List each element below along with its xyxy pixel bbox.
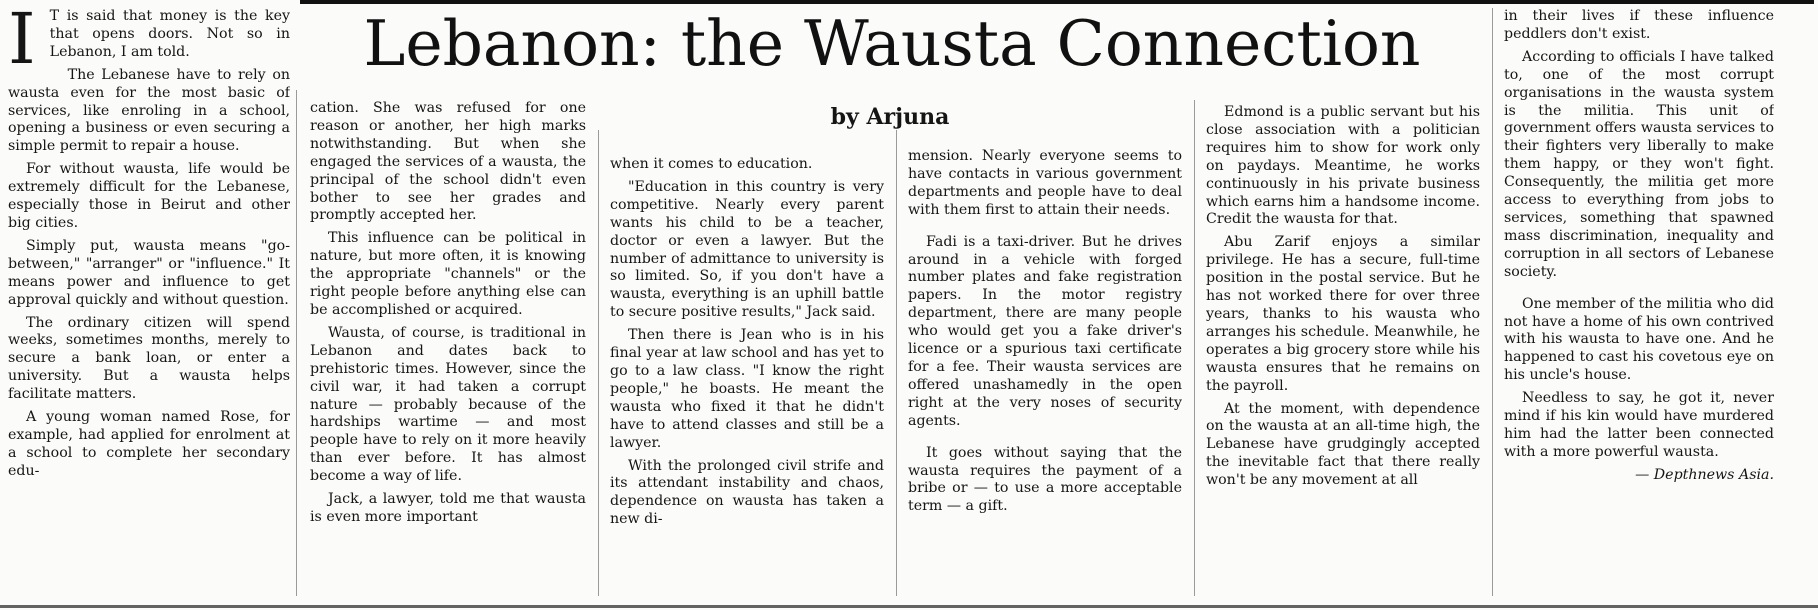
- article-column-2: [310, 100, 586, 602]
- paragraph: Edmond is a public servant but his close association with a politician requires him to show for work only on paydays. Meantime, he works continuously in his private business which earns him a handsome income. Credit the wausta for that.: [1206, 104, 1480, 228]
- paragraph: cation. She was refused for one reason or another, her high marks notwithstanding. But when she engaged the services of a wausta, the principal of the school didn't even bother to see her grades and promptly accepted her.: [310, 100, 586, 224]
- paragraph: A young woman named Rose, for example, had applied for enrolment at a school to complete her secondary edu-: [8, 409, 290, 479]
- paragraph: At the moment, with dependence on the wausta at an all-time high, the Lebanese have grudgingly accepted the inevitable fact that there really won't be any movement at all: [1206, 400, 1480, 489]
- drop-cap: I: [8, 8, 36, 80]
- article-column-1: [8, 8, 290, 602]
- paragraph: when it comes to education.: [610, 156, 813, 172]
- paragraph: Needless to say, he got it, never mind if his kin would have murdered him had the latter been connected with a more powerful wausta.: [1504, 390, 1774, 460]
- paragraph: in their lives if these influence peddlers don't exist.: [1504, 8, 1774, 42]
- paragraph: "Education in this country is very competitive. Nearly every parent wants his child to be a teacher, doctor or even a lawyer. But the number of admittance to university is so limited. So, if you don't have a wausta, everything is an uphill battle to secure positive results," Jack said.: [610, 178, 884, 321]
- bottom-rule: [0, 605, 1818, 608]
- paragraph: It goes without saying that the wausta requires the payment of a bribe or — to use a more acceptable term — a gift.: [908, 444, 1182, 515]
- paragraph: This influence can be political in nature, but more often, it is knowing the appropriate "channels" or the right people before anything else can be accomplished or acquired.: [310, 230, 586, 318]
- paragraph: Jack, a lawyer, told me that wausta is even more important: [310, 491, 586, 525]
- source-credit: — Depthnews Asia.: [1635, 466, 1774, 483]
- top-rule: [300, 0, 1814, 4]
- paragraph: Fadi is a taxi-driver. But he drives around in a vehicle with forged number plates and fake registration papers. In the motor registry department, there are many people who would get you a fake driver's licence or a spurious taxi certificate for a fee. Their wausta services are offered unashamedly in the open right at the very noses of security agents.: [908, 233, 1182, 429]
- article-column-6: [1504, 8, 1774, 602]
- paragraph: For without wausta, life would be extremely difficult for the Lebanese, especially those in Beirut and other big cities.: [8, 161, 290, 231]
- paragraph: One member of the militia who did not have a home of his own contrived with his wausta to have one. And he happened to cast his covetous eye on his uncle's house.: [1504, 295, 1774, 384]
- column-rule: [598, 130, 599, 596]
- paragraph: Abu Zarif enjoys a similar privilege. He has a secure, full-time position in the postal service. But he has not worked there for over three years, thanks to his wausta who arranges his schedule. Meanwhile, he operates a big grocery store while his wausta ensures that he remains on the payroll.: [1206, 234, 1480, 394]
- headline: Lebanon: the Wausta Connection: [363, 7, 1421, 80]
- article-column-4: [908, 148, 1182, 602]
- column-rule: [1194, 100, 1195, 596]
- paragraph: Then there is Jean who is in his final year at law school and has yet to go to a law class. "I know the right people," he boasts. He meant the wausta who fixed it that he didn't have to attend classes and still be a lawyer.: [610, 327, 884, 451]
- byline: by Arjuna: [830, 104, 950, 130]
- column-rule: [896, 130, 897, 596]
- paragraph: The ordinary citizen will spend weeks, sometimes months, merely to secure a bank loan, or enter a university. But a wausta helps facilitate matters.: [8, 314, 290, 403]
- paragraph: mension. Nearly everyone seems to have contacts in various government departments and people have to deal with them first to attain their needs.: [908, 148, 1182, 218]
- article-column-5: [1206, 104, 1480, 602]
- column-rule: [1492, 8, 1493, 596]
- paragraph: According to officials I have talked to, one of the most corrupt organisations in the wausta system is the militia. This unit of government offers wausta services to their fighters very liberally to make them happy, or they won't fight. Consequently, the militia get more access to everything from jobs to services, something that spawned mass discrimination, inequality and corruption in all sectors of Lebanese society.: [1504, 48, 1774, 280]
- column-rule: [296, 90, 297, 596]
- paragraph: Wausta, of course, is traditional in Lebanon and dates back to prehistoric times. However, since the civil war, it had taken a corrupt nature — probably because of the hardships wartime — and most people have to rely on it more heavily than ever before. It has almost become a way of life.: [310, 324, 586, 485]
- paragraph: With the prolonged civil strife and its attendant instability and chaos, dependence on wausta has taken a new di-: [610, 457, 884, 528]
- article-column-3: [610, 156, 884, 602]
- paragraph: Simply put, wausta means "go-between," "arranger" or "influence." It means power and influence to get approval quickly and without question.: [8, 237, 290, 308]
- paragraph: The Lebanese have to rely on wausta even for the most basic of services, like enroling in a school, opening a business or even securing a simple permit to repair a house.: [8, 66, 290, 155]
- paragraph: T is said that money is the key that opens doors. Not so in Lebanon, I am told.: [49, 8, 290, 60]
